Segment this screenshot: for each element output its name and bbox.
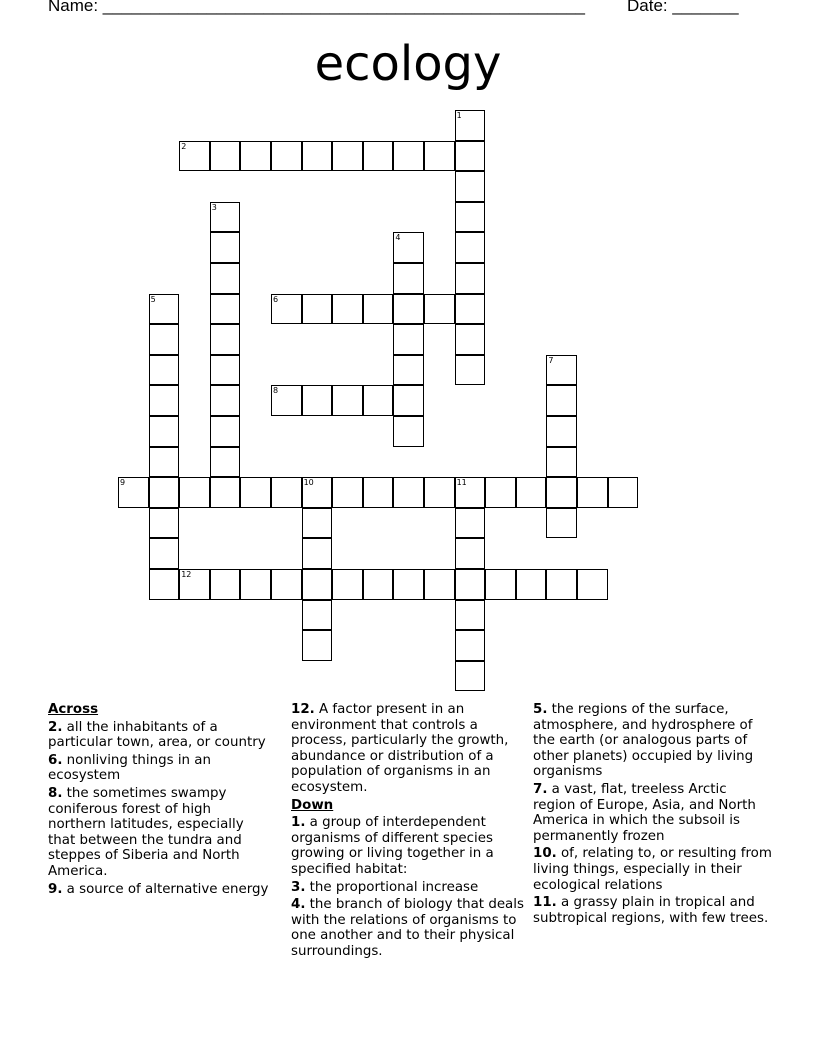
clue-item [48, 753, 273, 784]
clue-number: 12 [181, 570, 192, 579]
clue-item [291, 702, 526, 796]
grid-cell[interactable] [210, 385, 241, 416]
grid-cell[interactable] [332, 385, 363, 416]
grid-cell[interactable] [393, 294, 424, 325]
grid-cell[interactable] [424, 569, 455, 600]
grid-cell[interactable] [455, 661, 486, 692]
clue-item-text: the sometimes swampy coniferous forest of high northern latitudes, especially that between the tundra and steppes of Siberia and North America. [48, 785, 244, 879]
grid-cell[interactable] [149, 355, 180, 386]
grid-cell[interactable] [210, 355, 241, 386]
grid-cell[interactable] [302, 569, 333, 600]
grid-cell[interactable] [210, 141, 241, 172]
grid-cell[interactable] [546, 416, 577, 447]
clue-item-number: 7. [533, 781, 548, 797]
page-title: ecology [314, 36, 502, 92]
grid-cell[interactable] [149, 477, 180, 508]
grid-cell[interactable] [393, 263, 424, 294]
clues-column-2 [291, 702, 526, 962]
across-clue-list [48, 720, 273, 898]
grid-cell[interactable] [393, 324, 424, 355]
grid-cell[interactable] [179, 477, 210, 508]
grid-cell[interactable] [455, 294, 486, 325]
clue-item-text: the proportional increase [305, 879, 479, 895]
grid-cell[interactable] [455, 630, 486, 661]
grid-cell[interactable] [546, 569, 577, 600]
clue-item [533, 782, 773, 844]
grid-cell[interactable] [210, 202, 241, 233]
grid-cell[interactable] [455, 171, 486, 202]
clue-item-number: 10. [533, 846, 557, 862]
grid-cell[interactable] [149, 569, 180, 600]
grid-cell[interactable] [240, 569, 271, 600]
clue-item [533, 895, 773, 926]
grid-cell[interactable] [393, 477, 424, 508]
clue-item-number: 4. [291, 897, 306, 913]
down-heading: Down [291, 797, 334, 813]
grid-cell[interactable] [149, 324, 180, 355]
grid-cell[interactable] [271, 385, 302, 416]
date-field-label: Date: _______ [627, 0, 739, 15]
clue-item-number: 9. [48, 881, 63, 897]
grid-cell[interactable] [302, 600, 333, 631]
grid-cell[interactable] [149, 508, 180, 539]
grid-cell[interactable] [363, 477, 394, 508]
clue-item-text: a group of interdependent organisms of different species growing or living together in a specified habitat: [291, 815, 494, 877]
clue-item-text: a source of alternative energy [62, 881, 269, 897]
grid-cell[interactable] [455, 508, 486, 539]
grid-cell[interactable] [424, 294, 455, 325]
grid-cell[interactable] [455, 569, 486, 600]
clue-number: 11 [456, 478, 467, 488]
grid-cell[interactable] [393, 416, 424, 447]
grid-cell[interactable] [210, 324, 241, 355]
grid-cell[interactable] [363, 294, 394, 325]
grid-cell[interactable] [455, 600, 486, 631]
clue-number: 1 [456, 111, 462, 120]
clues-column-1 [48, 702, 273, 899]
clue-number: 2 [181, 141, 187, 151]
grid-cell[interactable] [546, 355, 577, 386]
grid-cell[interactable] [118, 477, 149, 508]
grid-cell[interactable] [302, 385, 333, 416]
grid-cell[interactable] [455, 202, 486, 233]
grid-cell[interactable] [210, 447, 241, 478]
grid-cell[interactable] [516, 569, 547, 600]
grid-cell[interactable] [363, 141, 394, 172]
grid-cell[interactable] [210, 569, 241, 600]
grid-cell[interactable] [393, 569, 424, 600]
clue-item-number: 1. [291, 815, 306, 831]
clue-item-text: the regions of the surface, atmosphere, and hydrosphere of the earth (or analogous parts of other planets) occupied by living organisms [533, 702, 754, 780]
grid-cell[interactable] [393, 355, 424, 386]
grid-cell[interactable] [302, 294, 333, 325]
grid-cell[interactable] [577, 569, 608, 600]
grid-cell[interactable] [455, 263, 486, 294]
grid-cell[interactable] [485, 477, 516, 508]
across-heading: Across [48, 702, 99, 717]
clue-item-number: 2. [48, 719, 63, 735]
grid-cell[interactable] [393, 232, 424, 263]
grid-cell[interactable] [455, 538, 486, 569]
clue-item [291, 815, 526, 877]
grid-cell[interactable] [149, 294, 180, 325]
clue-number: 5 [150, 294, 156, 304]
clue-item-text: A factor present in an environment that controls a process, particularly the growth, abundance or distribution of a population of organisms in an ecosystem. [291, 702, 509, 795]
grid-cell[interactable] [393, 385, 424, 416]
grid-cell[interactable] [393, 141, 424, 172]
grid-cell[interactable] [455, 355, 486, 386]
grid-cell[interactable] [455, 110, 486, 141]
grid-cell[interactable] [332, 294, 363, 325]
grid-cell[interactable] [455, 477, 486, 508]
grid-cell[interactable] [302, 630, 333, 661]
grid-cell[interactable] [302, 538, 333, 569]
grid-cell[interactable] [485, 569, 516, 600]
grid-cell[interactable] [363, 569, 394, 600]
down-clue-list-continued [533, 702, 773, 926]
grid-cell[interactable] [332, 477, 363, 508]
clue-number: 4 [395, 233, 401, 243]
grid-cell[interactable] [179, 141, 210, 172]
clue-item-text: a vast, flat, treeless Arctic region of Europe, Asia, and North America in which the subsoil is permanently frozen [533, 781, 756, 844]
clue-item-number: 8. [48, 785, 63, 801]
clue-item-text: all the inhabitants of a particular town, area, or country [48, 719, 266, 751]
grid-cell[interactable] [455, 232, 486, 263]
grid-cell[interactable] [210, 232, 241, 263]
grid-cell[interactable] [424, 477, 455, 508]
grid-cell[interactable] [332, 141, 363, 172]
grid-cell[interactable] [149, 447, 180, 478]
clue-item [533, 846, 773, 893]
clue-number: 3 [211, 202, 217, 212]
clue-item-text: of, relating to, or resulting from living things, especially in their ecological relations [533, 846, 772, 893]
clue-item-text: nonliving things in an ecosystem [48, 752, 211, 784]
grid-cell[interactable] [302, 141, 333, 172]
grid-cell[interactable] [271, 477, 302, 508]
grid-cell[interactable] [546, 477, 577, 508]
clue-number: 8 [273, 386, 279, 396]
clue-item-number: 3. [291, 879, 306, 895]
grid-cell[interactable] [424, 141, 455, 172]
grid-cell[interactable] [210, 263, 241, 294]
down-clue-list [291, 815, 526, 959]
grid-cell[interactable] [240, 477, 271, 508]
grid-cell[interactable] [546, 508, 577, 539]
across-clue-list-continued [291, 702, 526, 796]
grid-cell[interactable] [455, 324, 486, 355]
clue-number: 6 [273, 294, 279, 304]
clue-item-number: 11. [533, 895, 557, 911]
grid-cell[interactable] [363, 385, 394, 416]
clue-item-number: 12. [291, 702, 315, 717]
clue-item [291, 897, 526, 959]
clue-number: 9 [120, 478, 126, 488]
grid-cell[interactable] [546, 447, 577, 478]
grid-cell[interactable] [240, 141, 271, 172]
grid-cell[interactable] [271, 569, 302, 600]
clue-item-text: the branch of biology that deals with the relations of organisms to one another and to their physical surroundings. [291, 897, 524, 959]
grid-cell[interactable] [210, 294, 241, 325]
name-field-label: Name: ___________________________________________________ [48, 0, 585, 15]
clue-item [291, 880, 526, 896]
grid-cell[interactable] [516, 477, 547, 508]
clue-item-number: 6. [48, 752, 63, 768]
grid-cell[interactable] [149, 416, 180, 447]
grid-cell[interactable] [455, 141, 486, 172]
clue-item [48, 882, 273, 898]
grid-cell[interactable] [608, 477, 639, 508]
clue-item [48, 786, 273, 880]
grid-cell[interactable] [210, 416, 241, 447]
clue-item [48, 720, 273, 751]
clues-column-3 [533, 702, 773, 928]
clue-item [533, 702, 773, 780]
grid-cell[interactable] [149, 385, 180, 416]
grid-cell[interactable] [271, 141, 302, 172]
grid-cell[interactable] [149, 538, 180, 569]
grid-cell[interactable] [302, 477, 333, 508]
grid-cell[interactable] [179, 569, 210, 600]
grid-cell[interactable] [546, 385, 577, 416]
clue-item-text: a grassy plain in tropical and subtropical regions, with few trees. [533, 895, 769, 926]
clue-number: 7 [548, 355, 554, 365]
grid-cell[interactable] [210, 477, 241, 508]
grid-cell[interactable] [577, 477, 608, 508]
grid-cell[interactable] [302, 508, 333, 539]
grid-cell[interactable] [332, 569, 363, 600]
grid-cell[interactable] [271, 294, 302, 325]
clue-item-number: 5. [533, 702, 548, 717]
clue-number: 10 [303, 478, 314, 488]
